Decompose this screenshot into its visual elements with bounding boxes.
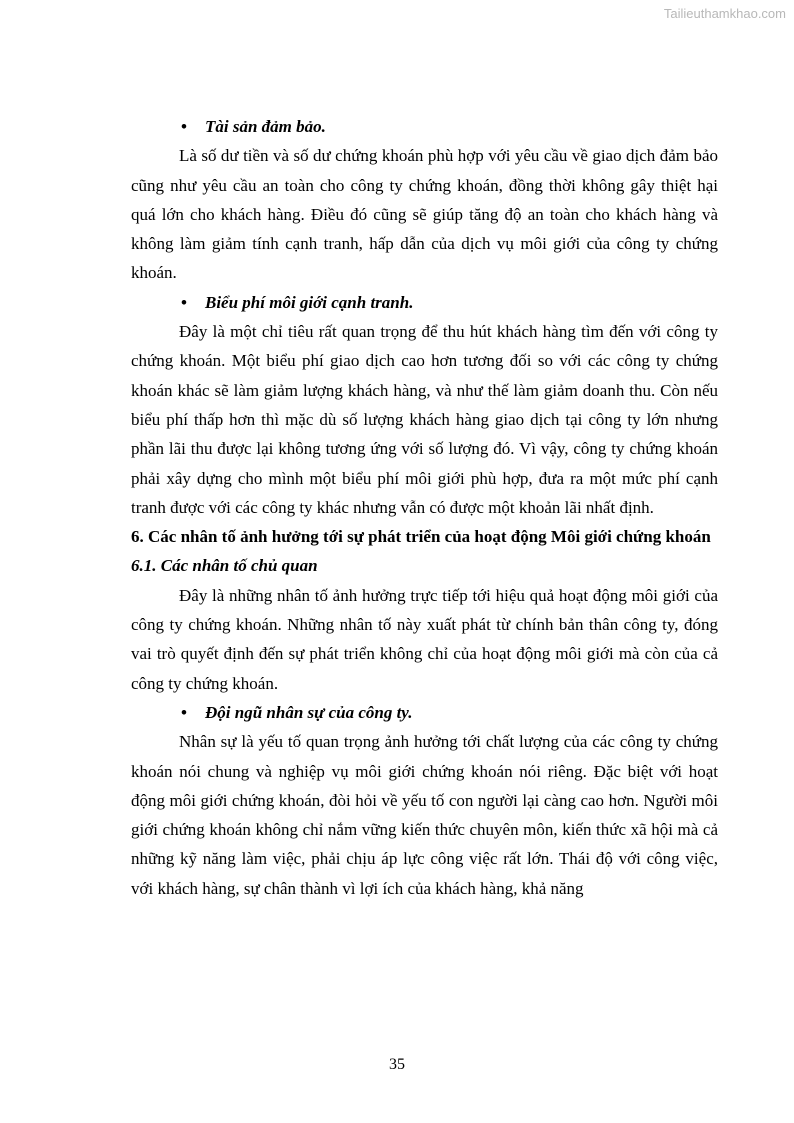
page-number: 35: [389, 1056, 405, 1073]
document-body: [131, 112, 718, 903]
paragraph: Nhân sự là yếu tố quan trọng ảnh hưởng tới chất lượng của các công ty chứng khoán nói chung và nghiệp vụ môi giới chứng khoán nói riêng. Đặc biệt với hoạt động môi giới chứng khoán, đòi hỏi về yếu tố con người lại càng cao hơn. Người môi giới chứng khoán không chỉ nắm vững kiến thức chuyên môn, kiến thức xã hội mà cả những kỹ năng làm việc, phải chịu áp lực công việc rất lớn. Thái độ với công việc, với khách hàng, sự chân thành vì lợi ích của khách hàng, khả năng: [131, 732, 718, 898]
paragraph: Là số dư tiền và số dư chứng khoán phù hợp với yêu cầu về giao dịch đảm bảo cũng như yêu cầu an toàn cho công ty chứng khoán, đồng thời không gây thiệt hại quá lớn cho khách hàng. Điều đó cũng sẽ giúp tăng độ an toàn cho khách hàng và không làm giảm tính cạnh tranh, hấp dẫn của dịch vụ môi giới của công ty chứng khoán.: [131, 146, 718, 283]
paragraph: Đây là một chỉ tiêu rất quan trọng để thu hút khách hàng tìm đến với công ty chứng khoán. Một biểu phí giao dịch cao hơn tương đối so với các công ty chứng khoán khác sẽ làm giảm lượng khách hàng, và như thế làm giảm doanh thu. Còn nếu biểu phí thấp hơn thì mặc dù số lượng khách hàng giao dịch tại công ty lớn nhưng phần lãi thu được lại không tương ứng với số lượng đó. Vì vậy, công ty chứng khoán phải xây dựng cho mình một biểu phí môi giới phù hợp, đưa ra một mức phí cạnh tranh được với các công ty khác nhưng vẫn có được một khoản lãi nhất định.: [131, 322, 718, 517]
bullet-heading-staff: [131, 698, 718, 727]
section-heading: 6. Các nhân tố ảnh hưởng tới sự phát triển của hoạt động Môi giới chứng khoán: [131, 527, 711, 547]
bullet-heading-fee: [131, 288, 718, 317]
bullet-heading-collateral: [131, 112, 718, 141]
watermark: Tailieuthamkhao.com: [663, 6, 786, 21]
subsection-heading: 6.1. Các nhân tố chủ quan: [131, 556, 318, 576]
bullet-icon: •: [181, 702, 187, 722]
bullet-heading-text: Đội ngũ nhân sự của công ty.: [205, 702, 413, 722]
bullet-heading-text: Biểu phí môi giới cạnh tranh.: [205, 292, 414, 312]
paragraph: Đây là những nhân tố ảnh hưởng trực tiếp tới hiệu quả hoạt động môi giới của công ty chứng khoán. Những nhân tố này xuất phát từ chính bản thân công ty, đóng vai trò quyết định đến sự phát triển không chỉ của hoạt động môi giới mà còn của cả công ty chứng khoán.: [131, 585, 718, 693]
bullet-heading-text: Tài sản đảm bảo.: [205, 117, 326, 136]
bullet-icon: •: [181, 117, 187, 136]
bullet-icon: •: [181, 292, 187, 312]
